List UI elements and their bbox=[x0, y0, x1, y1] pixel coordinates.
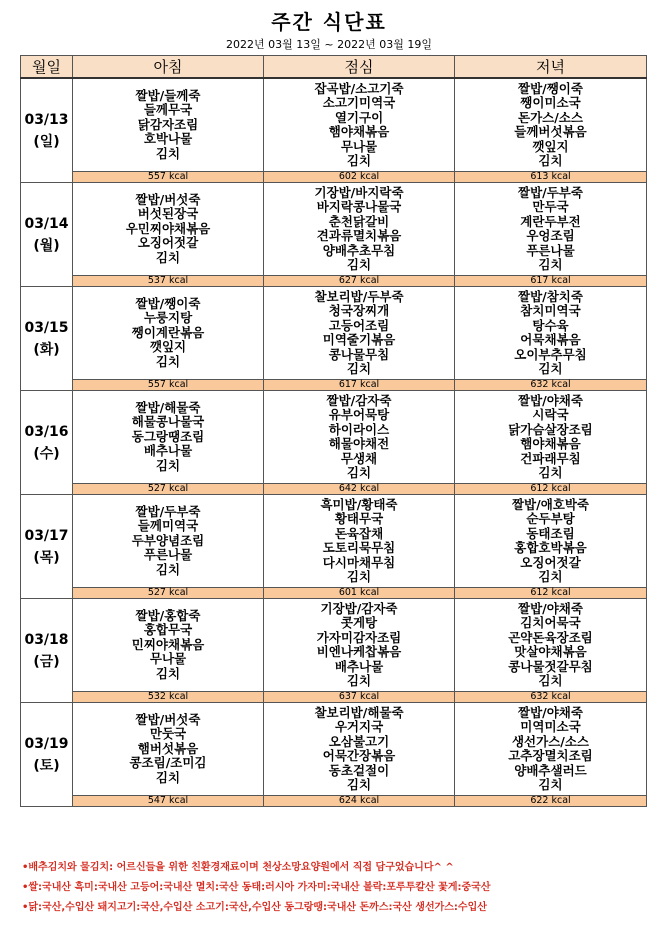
kcal-row bbox=[21, 380, 647, 391]
menu-item: 고등어조림 bbox=[328, 317, 390, 333]
kcal-row bbox=[21, 276, 647, 287]
day-cell bbox=[21, 495, 73, 599]
menu-item: 기장밥/바지락죽 bbox=[314, 184, 404, 200]
day-date: 03/15 bbox=[24, 319, 69, 336]
dinner-kcal: 622 kcal bbox=[455, 796, 647, 807]
lunch-kcal: 617 kcal bbox=[264, 380, 455, 391]
menu-item: 춘천닭갈비 bbox=[328, 213, 390, 229]
menu-item: 들께버섯볶음 bbox=[514, 124, 587, 139]
menu-item: 짤밥/쨍이죽 bbox=[135, 295, 201, 311]
menu-item: 유부어묵탕 bbox=[328, 407, 390, 422]
menu-item: 김치 bbox=[538, 777, 563, 792]
menu-table bbox=[20, 55, 647, 807]
menu-item: 돈가스/소스 bbox=[518, 109, 583, 125]
date-range: 2022년 03월 13일 ~ 2022년 03월 19일 bbox=[226, 38, 432, 51]
menu-item: 호박나물 bbox=[143, 131, 193, 147]
menu-item: 청국장찌개 bbox=[328, 303, 390, 318]
kcal-row bbox=[21, 796, 647, 807]
menu-item: 김치 bbox=[538, 361, 563, 376]
breakfast-kcal: 537 kcal bbox=[73, 276, 264, 287]
menu-item: 만둣국 bbox=[149, 726, 187, 742]
column-header-day: 월일 bbox=[21, 56, 73, 79]
menu-item: 김치어묵국 bbox=[520, 615, 581, 630]
menu-item: 곤약돈육장조림 bbox=[508, 629, 593, 645]
day-menu-row bbox=[21, 495, 647, 588]
menu-item: 잡곡밥/소고기죽 bbox=[314, 80, 404, 96]
column-header-lunch: 점심 bbox=[264, 56, 455, 79]
day-cell bbox=[21, 183, 73, 287]
menu-item: 김치 bbox=[155, 145, 181, 161]
menu-item: 무나물 bbox=[149, 651, 187, 667]
menu-item: 해물콩나물국 bbox=[131, 414, 205, 430]
breakfast-kcal: 557 kcal bbox=[73, 380, 264, 391]
menu-item: 동그랑땡조림 bbox=[131, 428, 205, 444]
dinner-menu bbox=[455, 183, 647, 276]
menu-item: 민찌야채볶음 bbox=[131, 636, 205, 652]
day-weekday: (일) bbox=[33, 133, 60, 150]
menu-item: 햄버섯볶음 bbox=[137, 740, 199, 756]
lunch-kcal: 602 kcal bbox=[264, 172, 455, 183]
day-menu-row bbox=[21, 599, 647, 692]
menu-item: 양배추샐러드 bbox=[514, 762, 587, 778]
menu-item: 무생채 bbox=[340, 450, 378, 466]
lunch-kcal: 637 kcal bbox=[264, 692, 455, 703]
menu-item: 들께미역국 bbox=[137, 518, 199, 534]
menu-item: 콩조림/조미김 bbox=[129, 755, 207, 771]
menu-item: 짤밥/감자죽 bbox=[326, 392, 392, 408]
day-cell bbox=[21, 703, 73, 807]
menu-item: 김치 bbox=[346, 257, 372, 272]
menu-item: 푸른나물 bbox=[143, 547, 193, 563]
day-weekday: (토) bbox=[33, 757, 60, 774]
menu-item: 해물야채전 bbox=[328, 436, 390, 451]
lunch-kcal: 624 kcal bbox=[264, 796, 455, 807]
menu-item: 찰보리밥/두부죽 bbox=[314, 288, 404, 304]
breakfast-kcal: 532 kcal bbox=[73, 692, 264, 703]
lunch-menu bbox=[264, 599, 455, 692]
dinner-kcal: 632 kcal bbox=[455, 380, 647, 391]
menu-item: 푸른나물 bbox=[526, 242, 575, 258]
menu-item: 버섯된장국 bbox=[137, 206, 199, 222]
menu-item: 오징어젓갈 bbox=[137, 235, 199, 251]
lunch-menu bbox=[264, 391, 455, 484]
day-menu-row bbox=[21, 287, 647, 380]
kcal-row bbox=[21, 172, 647, 183]
menu-item: 김치 bbox=[346, 673, 372, 688]
menu-item: 열기구이 bbox=[334, 109, 384, 125]
menu-item: 견과류멸치볶음 bbox=[316, 228, 402, 243]
day-weekday: (수) bbox=[33, 445, 60, 462]
day-weekday: (월) bbox=[33, 237, 60, 254]
day-date: 03/16 bbox=[24, 423, 69, 440]
table-header-row bbox=[21, 56, 647, 79]
menu-item: 참치미역국 bbox=[520, 303, 581, 318]
lunch-menu bbox=[264, 287, 455, 380]
day-weekday: (화) bbox=[33, 341, 60, 358]
menu-item: 만두국 bbox=[532, 199, 569, 214]
notes bbox=[22, 858, 642, 918]
menu-item: 쨍이미소국 bbox=[520, 95, 581, 110]
menu-item: 짤밥/버섯죽 bbox=[135, 711, 201, 727]
menu-item: 배추나물 bbox=[143, 443, 193, 459]
menu-item: 김치 bbox=[538, 153, 563, 168]
day-date: 03/13 bbox=[24, 111, 69, 128]
menu-item: 김치 bbox=[155, 561, 181, 577]
dinner-kcal: 613 kcal bbox=[455, 172, 647, 183]
day-date: 03/14 bbox=[24, 215, 69, 232]
menu-item: 짤밥/해물죽 bbox=[135, 399, 201, 415]
menu-item: 김치 bbox=[155, 353, 181, 369]
menu-item: 짤밥/애호박죽 bbox=[511, 496, 590, 512]
menu-item: 김치 bbox=[155, 249, 181, 265]
menu-item: 흑미밥/황태죽 bbox=[320, 496, 398, 512]
column-header-dinner: 저녁 bbox=[455, 56, 647, 79]
menu-item: 김치 bbox=[346, 465, 372, 480]
menu-item: 짤밥/버섯죽 bbox=[135, 191, 201, 207]
lunch-menu bbox=[264, 78, 455, 172]
menu-item: 김치 bbox=[346, 153, 372, 168]
menu-item: 깻잎지 bbox=[149, 339, 187, 355]
menu-item: 하이라이스 bbox=[328, 421, 390, 437]
dinner-menu bbox=[455, 703, 647, 796]
lunch-kcal: 627 kcal bbox=[264, 276, 455, 287]
menu-item: 닭감자조림 bbox=[137, 116, 199, 132]
day-menu-row bbox=[21, 183, 647, 276]
day-date: 03/19 bbox=[24, 735, 69, 752]
menu-item: 생선가스/소스 bbox=[511, 733, 590, 749]
menu-item: 김치 bbox=[538, 673, 563, 688]
menu-item: 김치 bbox=[155, 769, 181, 785]
note-line: •쌀:국내산 흑미:국내산 고등어:국내산 멸치:국산 동태:러시아 가자미:국내산 볼락:포루투칼산 꽃게:중국산 bbox=[22, 882, 491, 893]
menu-item: 홍합호박볶음 bbox=[514, 540, 587, 555]
dinner-menu bbox=[455, 287, 647, 380]
dinner-menu bbox=[455, 599, 647, 692]
breakfast-kcal: 527 kcal bbox=[73, 588, 264, 599]
menu-item: 햄야채볶음 bbox=[328, 124, 390, 139]
menu-item: 짤밥/홍합죽 bbox=[135, 607, 201, 623]
breakfast-menu bbox=[73, 391, 264, 484]
menu-item: 짤밥/야채죽 bbox=[518, 600, 583, 616]
column-header-breakfast: 아침 bbox=[73, 56, 264, 79]
menu-item: 짤밥/두부죽 bbox=[135, 503, 201, 519]
menu-item: 황태무국 bbox=[334, 511, 384, 526]
page-title: 주간 식단표 bbox=[271, 10, 387, 34]
breakfast-menu bbox=[73, 287, 264, 380]
menu-item: 햄야채볶음 bbox=[520, 436, 581, 451]
lunch-menu bbox=[264, 703, 455, 796]
menu-item: 비엔나케찹볶음 bbox=[316, 644, 402, 659]
dinner-kcal: 612 kcal bbox=[455, 484, 647, 495]
menu-item: 미역미소국 bbox=[520, 719, 581, 734]
menu-item: 누룽지탕 bbox=[143, 310, 193, 326]
menu-item: 김치 bbox=[155, 665, 181, 681]
menu-item: 두부양념조림 bbox=[131, 532, 205, 548]
menu-item: 다시마채무침 bbox=[322, 554, 396, 570]
menu-item: 기장밥/감자죽 bbox=[320, 600, 398, 616]
menu-item: 홍합무국 bbox=[143, 622, 193, 638]
note-line: •배추김치와 물김치: 어르신들을 위한 친환경재료이며 천상소망요양원에서 직접 담구었습니다^ ^ bbox=[22, 862, 454, 873]
dinner-kcal: 632 kcal bbox=[455, 692, 647, 703]
day-cell bbox=[21, 391, 73, 495]
menu-item: 어묵간장볶음 bbox=[322, 748, 396, 763]
menu-item: 시락국 bbox=[532, 407, 569, 422]
menu-item: 소고기미역국 bbox=[322, 95, 396, 110]
menu-body bbox=[21, 78, 647, 807]
menu-item: 찰보리밥/해물죽 bbox=[314, 704, 404, 720]
menu-item: 닭가슴살장조림 bbox=[508, 421, 593, 437]
menu-item: 어묵채볶음 bbox=[520, 332, 581, 347]
menu-item: 짤밥/야채죽 bbox=[518, 704, 583, 720]
menu-item: 김치 bbox=[346, 777, 372, 792]
day-cell bbox=[21, 599, 73, 703]
breakfast-menu bbox=[73, 183, 264, 276]
dinner-menu bbox=[455, 391, 647, 484]
lunch-kcal: 642 kcal bbox=[264, 484, 455, 495]
kcal-row bbox=[21, 588, 647, 599]
menu-item: 짤밥/쨍이죽 bbox=[518, 80, 583, 96]
breakfast-kcal: 527 kcal bbox=[73, 484, 264, 495]
breakfast-kcal: 557 kcal bbox=[73, 172, 264, 183]
menu-item: 김치 bbox=[538, 465, 563, 480]
menu-item: 들께무국 bbox=[143, 102, 193, 118]
breakfast-kcal: 547 kcal bbox=[73, 796, 264, 807]
menu-item: 건파래무침 bbox=[520, 450, 581, 466]
menu-item: 우엉조림 bbox=[526, 228, 575, 243]
menu-item: 콩나물젓갈무침 bbox=[508, 658, 593, 674]
kcal-row bbox=[21, 692, 647, 703]
breakfast-menu bbox=[73, 495, 264, 588]
menu-item: 맛살야채볶음 bbox=[514, 644, 587, 659]
menu-item: 동초겉절이 bbox=[328, 762, 390, 778]
day-menu-row bbox=[21, 391, 647, 484]
menu-item: 김치 bbox=[346, 361, 372, 376]
menu-item: 콧게탕 bbox=[340, 615, 378, 630]
menu-item: 김치 bbox=[155, 457, 181, 473]
menu-item: 김치 bbox=[346, 569, 372, 584]
day-weekday: (금) bbox=[33, 653, 60, 670]
day-date: 03/17 bbox=[24, 527, 69, 544]
menu-item: 쨍이계란볶음 bbox=[131, 324, 205, 340]
menu-item: 김치 bbox=[538, 257, 563, 272]
menu-item: 동태조림 bbox=[526, 525, 575, 541]
day-menu-row bbox=[21, 78, 647, 172]
menu-item: 배추나물 bbox=[334, 658, 384, 674]
menu-item: 깻잎지 bbox=[532, 138, 569, 154]
dinner-kcal: 612 kcal bbox=[455, 588, 647, 599]
menu-item: 우민찌야채볶음 bbox=[125, 220, 211, 236]
menu-item: 도토리묵무침 bbox=[322, 540, 396, 555]
menu-item: 오징어젓갈 bbox=[520, 554, 581, 570]
breakfast-menu bbox=[73, 703, 264, 796]
menu-item: 돈육잡채 bbox=[334, 525, 384, 541]
kcal-row bbox=[21, 484, 647, 495]
menu-item: 탕수육 bbox=[532, 317, 569, 333]
day-cell bbox=[21, 287, 73, 391]
lunch-kcal: 601 kcal bbox=[264, 588, 455, 599]
day-weekday: (목) bbox=[33, 549, 60, 566]
menu-item: 바지락콩나물국 bbox=[316, 199, 402, 214]
lunch-menu bbox=[264, 183, 455, 276]
dinner-menu bbox=[455, 495, 647, 588]
menu-item: 무나물 bbox=[340, 138, 378, 154]
menu-item: 계란두부전 bbox=[520, 213, 581, 229]
note-line: •닭:국산,수입산 돼지고기:국산,수입산 소고기:국산,수입산 동그랑땡:국내산 돈까스:국산 생선가스:수입산 bbox=[22, 902, 487, 913]
menu-item: 오삼불고기 bbox=[328, 733, 390, 749]
menu-item: 짤밥/들께죽 bbox=[135, 87, 201, 103]
dinner-menu bbox=[455, 78, 647, 172]
menu-item: 고추장멸치조림 bbox=[508, 748, 593, 763]
menu-item: 가자미감자조림 bbox=[316, 629, 402, 645]
menu-item: 오이부추무침 bbox=[514, 346, 587, 362]
breakfast-menu bbox=[73, 78, 264, 172]
menu-item: 짤밥/참치죽 bbox=[518, 288, 583, 304]
day-cell bbox=[21, 78, 73, 183]
menu-item: 순두부탕 bbox=[526, 511, 575, 526]
menu-item: 양배추초무침 bbox=[322, 242, 396, 258]
menu-item: 김치 bbox=[538, 569, 563, 584]
menu-item: 미역줄기볶음 bbox=[322, 332, 396, 347]
lunch-menu bbox=[264, 495, 455, 588]
menu-item: 콩나물무침 bbox=[328, 346, 390, 362]
menu-item: 우거지국 bbox=[334, 719, 384, 734]
day-date: 03/18 bbox=[24, 631, 69, 648]
menu-item: 짤밥/야채죽 bbox=[518, 392, 583, 408]
breakfast-menu bbox=[73, 599, 264, 692]
menu-item: 짤밥/두부죽 bbox=[518, 184, 583, 200]
day-menu-row bbox=[21, 703, 647, 796]
dinner-kcal: 617 kcal bbox=[455, 276, 647, 287]
